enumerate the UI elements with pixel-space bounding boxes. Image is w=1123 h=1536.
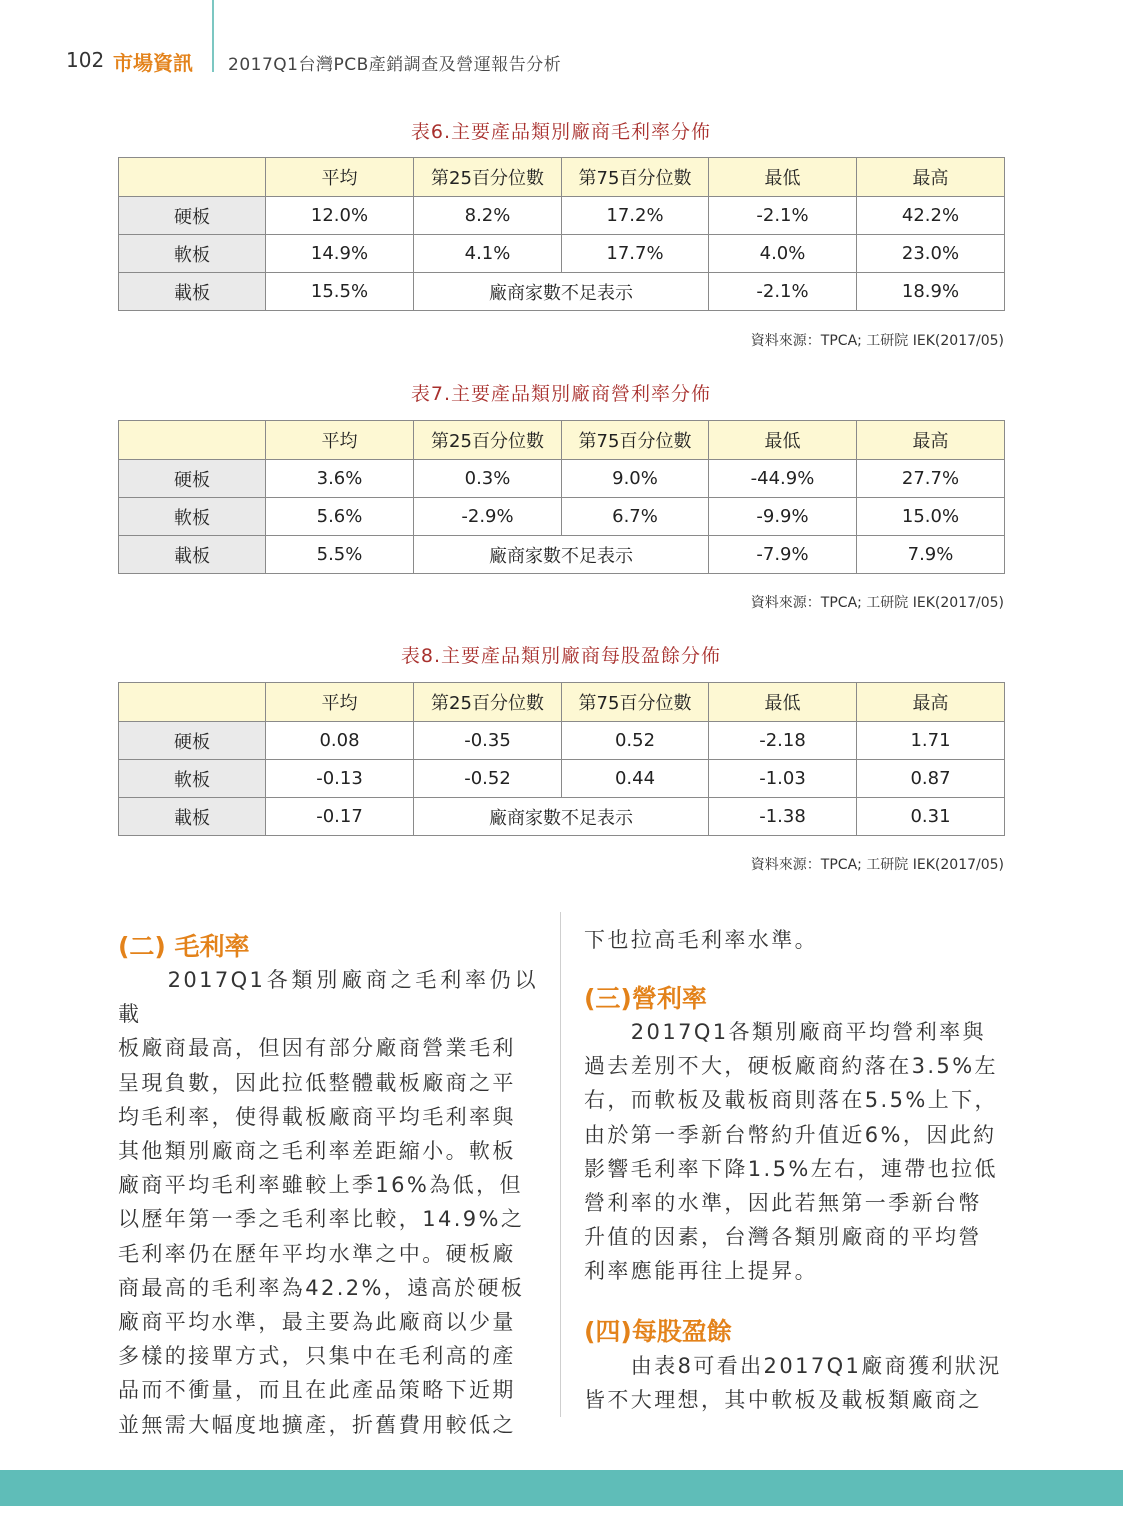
table-7 (118, 420, 1005, 574)
cell-avg: 5.5% (266, 536, 414, 574)
cell-p75: 9.0% (562, 460, 709, 498)
text-line: 廠商平均水準，最主要為此廠商以少量 (118, 1310, 516, 1335)
header-cell: 最高 (857, 158, 1005, 197)
cell-p75: 0.44 (562, 760, 709, 798)
header-cell: 平均 (266, 421, 414, 460)
row-label: 載板 (119, 273, 266, 311)
header-cell: 第75百分位數 (562, 421, 709, 460)
header-cell (119, 421, 266, 460)
text-line: 由於第一季新台幣約升值近6%，因此約 (584, 1122, 997, 1147)
header-cell (119, 683, 266, 722)
cell-min: 4.0% (709, 235, 857, 273)
header-cell: 平均 (266, 683, 414, 722)
header-divider (212, 0, 214, 72)
cell-max: 18.9% (857, 273, 1005, 311)
table-7-source: 資料來源：TPCA; 工研院 IEK(2017/05) (750, 595, 1004, 611)
table-header-row (119, 158, 1005, 197)
text-line: 板廠商最高，但因有部分廠商營業毛利 (118, 1036, 516, 1061)
column-divider (560, 912, 561, 1417)
text-line: 升值的因素，台灣各類別廠商的平均營 (584, 1225, 982, 1250)
table-8-title: 表8.主要產品類別廠商每股盈餘分佈 (400, 645, 722, 667)
cell-max: 0.31 (857, 798, 1005, 836)
cell-p25: -0.52 (414, 760, 562, 798)
text-line: 下也拉高毛利率水準。 (584, 928, 818, 952)
table-7-title: 表7.主要產品類別廠商營利率分佈 (410, 383, 712, 405)
text-line: 品而不衝量，而且在此產品策略下近期 (118, 1378, 516, 1403)
footer-band (0, 1470, 1123, 1506)
cell-max: 42.2% (857, 197, 1005, 235)
text-line: 利率應能再往上提昇。 (584, 1259, 818, 1284)
table-8 (118, 682, 1005, 836)
table-row (119, 197, 1005, 235)
text-line: 由表8可看出2017Q1廠商獲利狀況 (584, 1354, 1002, 1378)
header-cell: 第25百分位數 (414, 158, 562, 197)
table-row (119, 235, 1005, 273)
row-label: 硬板 (119, 460, 266, 498)
cell-min: -1.03 (709, 760, 857, 798)
cell-max: 7.9% (857, 536, 1005, 574)
cell-max: 0.87 (857, 760, 1005, 798)
heading-gross-margin: (二) 毛利率 (118, 932, 250, 961)
cell-min: -44.9% (709, 460, 857, 498)
cell-avg: -0.17 (266, 798, 414, 836)
header-cell: 最低 (709, 421, 857, 460)
table-row (119, 536, 1005, 574)
text-line: 呈現負數，因此拉低整體載板廠商之平 (118, 1070, 516, 1095)
cell-min: -2.18 (709, 722, 857, 760)
cell-avg: 15.5% (266, 273, 414, 311)
table-row (119, 498, 1005, 536)
cell-min: -2.1% (709, 273, 857, 311)
paragraph-gross-margin (118, 963, 538, 1442)
cell-avg: 5.6% (266, 498, 414, 536)
cell-max: 23.0% (857, 235, 1005, 273)
table-6-title: 表6.主要產品類別廠商毛利率分佈 (410, 121, 712, 143)
header-cell (119, 158, 266, 197)
table-row (119, 460, 1005, 498)
cell-p25: -2.9% (414, 498, 562, 536)
page-header (0, 0, 1123, 80)
row-label: 軟板 (119, 235, 266, 273)
cell-merged-note: 廠商家數不足表示 (414, 273, 709, 311)
cell-min: -2.1% (709, 197, 857, 235)
cell-merged-note: 廠商家數不足表示 (414, 798, 709, 836)
row-label: 軟板 (119, 498, 266, 536)
cell-p75: 6.7% (562, 498, 709, 536)
cell-min: -7.9% (709, 536, 857, 574)
cell-merged-note: 廠商家數不足表示 (414, 536, 709, 574)
cell-p25: 0.3% (414, 460, 562, 498)
page-number: 102 (66, 48, 105, 72)
text-line: 毛利率仍在歷年平均水準之中。硬板廠 (118, 1241, 516, 1266)
heading-operating-margin: (三)營利率 (584, 984, 707, 1013)
header-cell: 第25百分位數 (414, 683, 562, 722)
text-line: 2017Q1各類別廠商平均營利率與 (584, 1020, 986, 1044)
cell-min: -1.38 (709, 798, 857, 836)
header-cell: 第75百分位數 (562, 683, 709, 722)
table-8-source: 資料來源：TPCA; 工研院 IEK(2017/05) (750, 857, 1004, 873)
text-line: 右，而軟板及載板商則落在5.5%上下， (584, 1088, 998, 1113)
table-header-row (119, 421, 1005, 460)
text-line: 2017Q1各類別廠商之毛利率仍以載 (118, 968, 538, 1027)
cell-max: 15.0% (857, 498, 1005, 536)
cell-avg: 14.9% (266, 235, 414, 273)
cell-p25: 8.2% (414, 197, 562, 235)
header-title: 2017Q1台灣PCB產銷調查及營運報告分析 (228, 55, 562, 75)
section-name: 市場資訊 (113, 51, 193, 75)
text-line: 影響毛利率下降1.5%左右，連帶也拉低 (584, 1156, 998, 1181)
text-line: 商最高的毛利率為42.2%，遠高於硬板 (118, 1275, 525, 1300)
cell-p25: -0.35 (414, 722, 562, 760)
table-row (119, 760, 1005, 798)
header-cell: 最高 (857, 421, 1005, 460)
cell-avg: 3.6% (266, 460, 414, 498)
cell-max: 1.71 (857, 722, 1005, 760)
row-label: 載板 (119, 536, 266, 574)
text-line: 並無需大幅度地擴產，折舊費用較低之 (118, 1412, 516, 1437)
table-header-row (119, 683, 1005, 722)
row-label: 軟板 (119, 760, 266, 798)
cell-min: -9.9% (709, 498, 857, 536)
text-line: 皆不大理想，其中軟板及載板類廠商之 (584, 1388, 982, 1413)
table-row (119, 722, 1005, 760)
text-line: 過去差別不大，硬板廠商約落在3.5%左 (584, 1054, 998, 1079)
table-6-source: 資料來源：TPCA; 工研院 IEK(2017/05) (750, 333, 1004, 349)
paragraph-operating-margin (584, 1015, 1004, 1289)
heading-eps: (四)每股盈餘 (584, 1317, 732, 1346)
header-cell: 第25百分位數 (414, 421, 562, 460)
text-line: 以歷年第一季之毛利率比較，14.9%之 (118, 1207, 525, 1232)
text-line: 營利率的水準，因此若無第一季新台幣 (584, 1191, 982, 1216)
header-cell: 最低 (709, 683, 857, 722)
cell-p75: 0.52 (562, 722, 709, 760)
text-line: 其他類別廠商之毛利率差距縮小。軟板 (118, 1139, 516, 1164)
table-row (119, 798, 1005, 836)
paragraph-eps (584, 1349, 1004, 1417)
header-cell: 第75百分位數 (562, 158, 709, 197)
cell-avg: 0.08 (266, 722, 414, 760)
table-6 (118, 157, 1005, 311)
row-label: 硬板 (119, 722, 266, 760)
row-label: 載板 (119, 798, 266, 836)
header-cell: 平均 (266, 158, 414, 197)
table-row (119, 273, 1005, 311)
cell-avg: 12.0% (266, 197, 414, 235)
paragraph-gross-margin-continued (584, 923, 1004, 957)
text-line: 多樣的接單方式，只集中在毛利高的產 (118, 1344, 516, 1369)
cell-avg: -0.13 (266, 760, 414, 798)
cell-p75: 17.7% (562, 235, 709, 273)
cell-p25: 4.1% (414, 235, 562, 273)
header-cell: 最低 (709, 158, 857, 197)
row-label: 硬板 (119, 197, 266, 235)
text-line: 廠商平均毛利率雖較上季16%為低，但 (118, 1173, 523, 1198)
text-line: 均毛利率，使得載板廠商平均毛利率與 (118, 1104, 516, 1129)
cell-p75: 17.2% (562, 197, 709, 235)
header-cell: 最高 (857, 683, 1005, 722)
cell-max: 27.7% (857, 460, 1005, 498)
